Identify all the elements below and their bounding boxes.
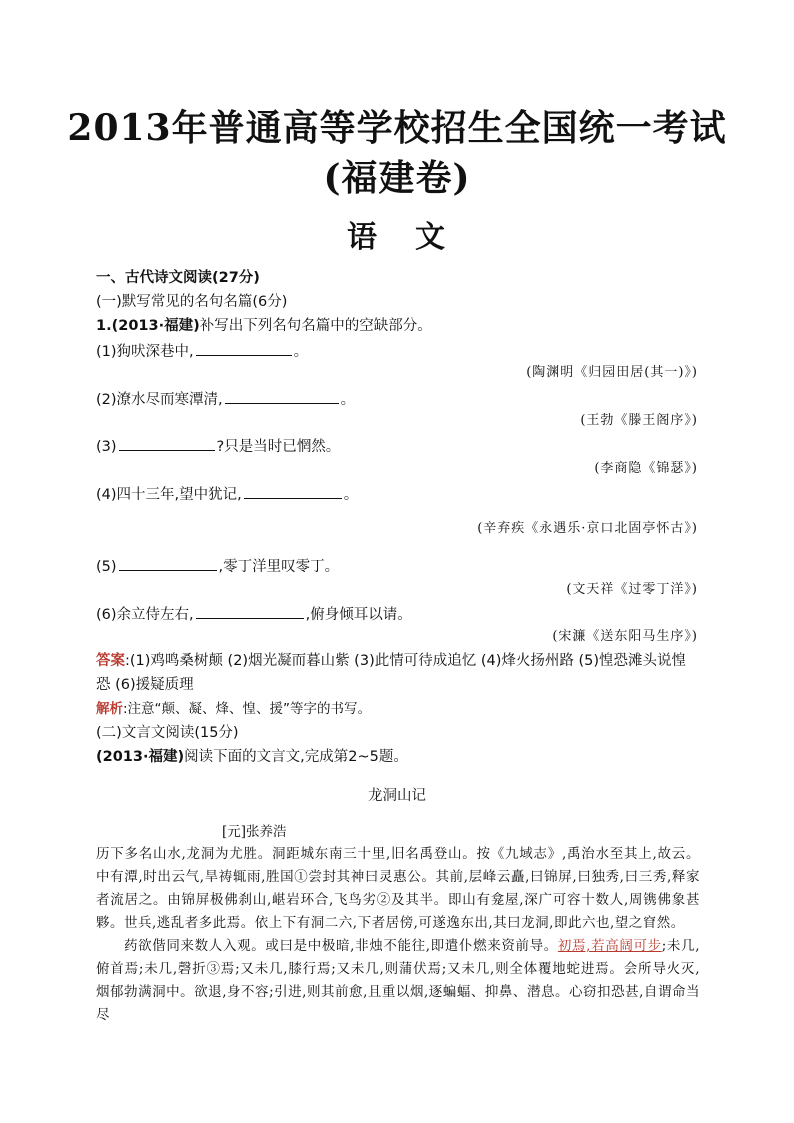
exam-title-line2: (福建卷) (323, 157, 471, 199)
analysis-label: 解析 (96, 701, 123, 717)
source-4: (辛弃疾《永遇乐·京口北固亭怀古》) (477, 521, 698, 536)
subject-char-2: 文 (415, 220, 447, 255)
subsection-heading-2: (二)文言文阅读(15分) (96, 725, 239, 741)
blank-3[interactable] (119, 435, 215, 451)
highlighted-phrase: 初焉,若高阔可步 (557, 938, 662, 954)
item-4: (4)四十三年,望中犹记, 。 (96, 483, 700, 505)
analysis-line: 解析:注意“颠、凝、烽、惶、援”等字的书写。 (96, 701, 372, 717)
passage-title: 龙洞山记 (368, 788, 426, 804)
answer-line-2: 恐 (6)援疑质理 (96, 677, 194, 693)
blank-1[interactable] (196, 340, 292, 356)
source-1: (陶渊明《归园田居(其一)》) (526, 365, 698, 380)
source-2: (王勃《滕王阁序》) (580, 413, 698, 428)
passage-paragraph-1: 历下多名山水,龙洞为尤胜。洞距城东南三十里,旧名禹登山。按《九域志》,禹治水至其上,故云。中有潭,时出云气,旱祷辄雨,胜国①尝封其神曰灵惠公。其前,层峰云矗,曰锦屏,曰独秀,曰三秀,释家者流居之。由锦屏极佛刹山,嵁岩环合,飞鸟劣②及其半。即山有龛屋,深广可容十数人,周镌佛象甚夥。世兵,逃乱者多此焉。依上下有洞二六,下者居傍,可遂逸东出,其曰龙洞,即此六也,望之窅然。 (96, 846, 700, 931)
subject-title (0, 212, 794, 256)
question-1-prompt: 1.(2013·福建)补写出下列名句名篇中的空缺部分。 (96, 318, 432, 334)
blank-6[interactable] (196, 603, 304, 619)
passage-author: [元]张养浩 (222, 824, 287, 840)
section-heading: 一、古代诗文阅读(27分) (96, 270, 260, 286)
passage-body (96, 843, 700, 1027)
source-6: (宋濂《送东阳马生序》) (552, 629, 698, 644)
item-6: (6)余立侍左右, ,俯身倾耳以请。 (96, 603, 700, 625)
blank-5[interactable] (119, 555, 217, 571)
item-2: (2)潦水尽而寒潭清, 。 (96, 388, 700, 410)
blank-2[interactable] (225, 388, 339, 404)
blank-4[interactable] (244, 483, 342, 499)
source-5: (文天祥《过零丁洋》) (566, 582, 698, 597)
answer-line-1: 答案:(1)鸡鸣桑树颠 (2)烟光凝而暮山紫 (3)此情可待成追忆 (4)烽火扬州路 (5)惶恐滩头说惶 (96, 653, 687, 669)
passage-paragraph-2: 药欲偕同来数人入观。或曰是中极暗,非烛不能往,即遣仆燃来资前导。初焉,若高阔可步;未几,俯首焉;未几,磬折③焉;又未几,膝行焉;又未几,则蒲伏焉;又未几,则全体覆地蛇进焉。会所导火灭,烟郁勃满洞中。欲退,身不容;引进,则其前愈,且重以烟,逐蝙蝠、抑鼻、潜息。心窃扣恐甚,自谓命当尽 (96, 938, 700, 1023)
source-3: (李商隐《锦瑟》) (594, 461, 698, 476)
subject-char-1: 语 (347, 220, 379, 255)
item-5: (5) ,零丁洋里叹零丁。 (96, 555, 700, 577)
subsection-heading-1: (一)默写常见的名句名篇(6分) (96, 294, 288, 310)
exam-title-line1: 2013年普通高等学校招生全国统一考试 (67, 107, 727, 149)
question-2-prompt: (2013·福建)阅读下面的文言文,完成第2~5题。 (96, 749, 408, 765)
answer-label: 答案 (96, 653, 125, 669)
item-3: (3) ?只是当时已惘然。 (96, 435, 700, 457)
item-1: (1)狗吠深巷中, 。 (96, 340, 700, 362)
